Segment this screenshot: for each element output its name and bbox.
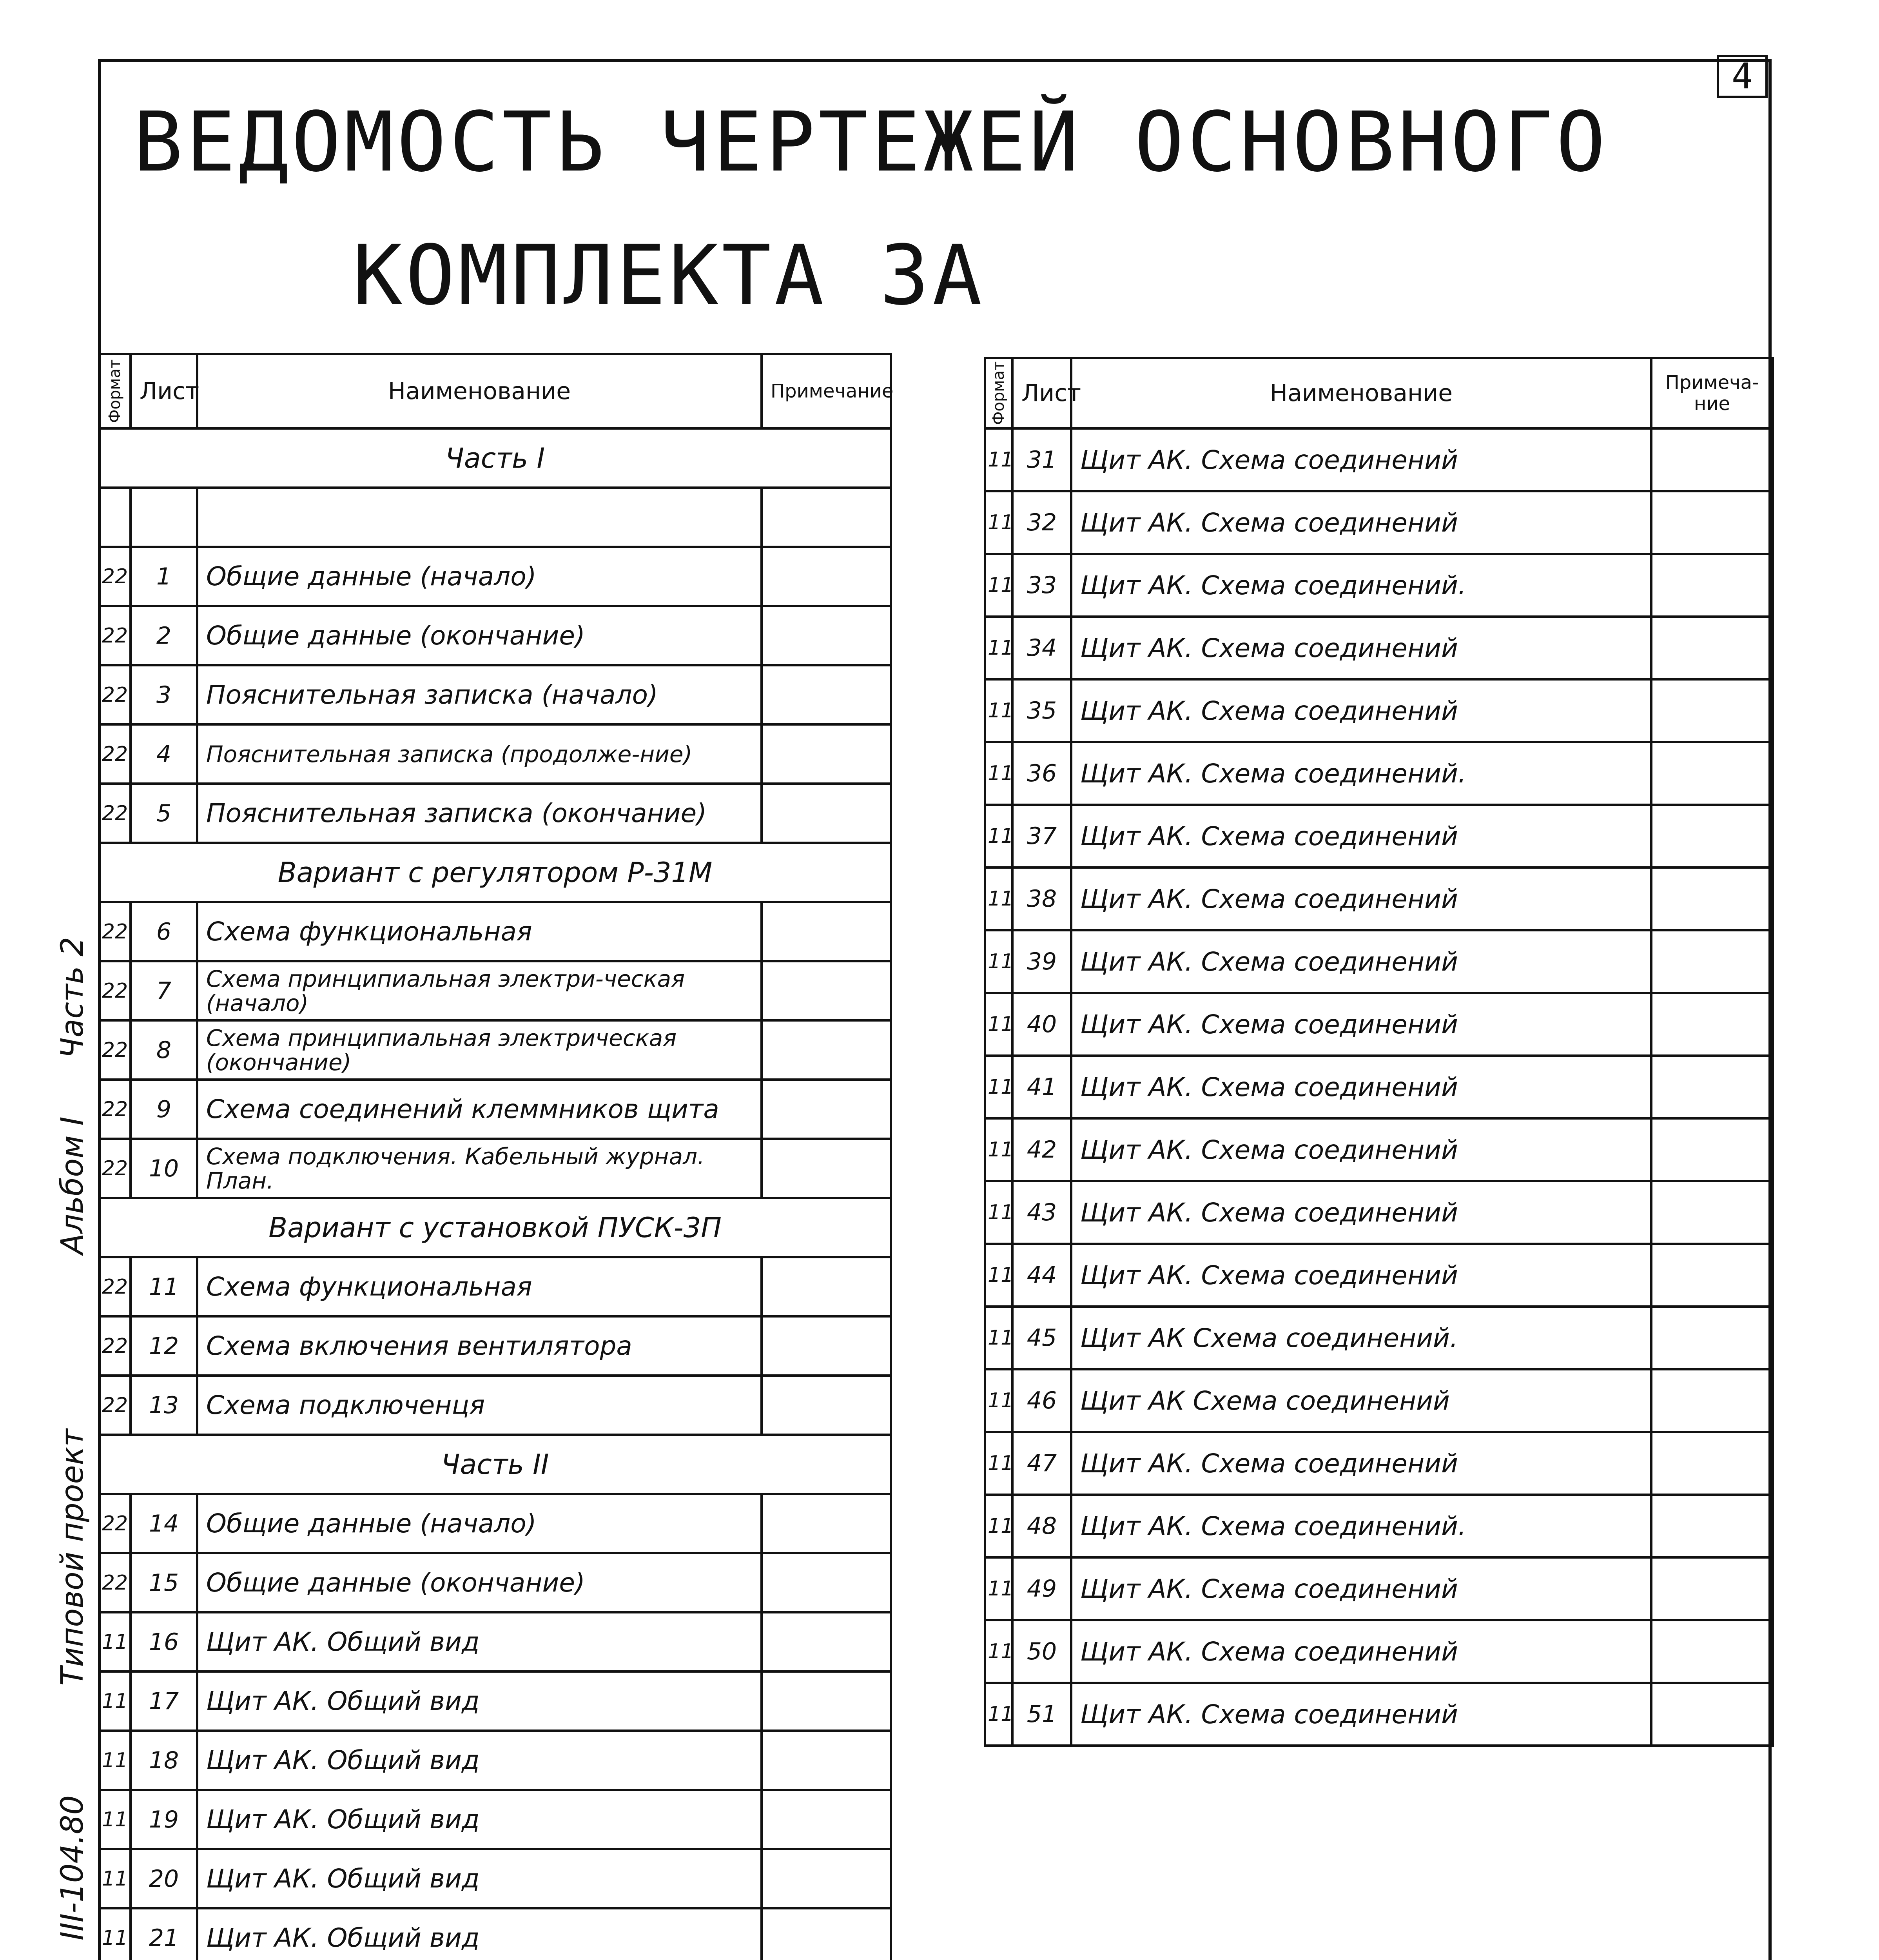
table-row [99,724,891,784]
format-cell: 11 [985,930,1012,993]
table-row [99,606,891,665]
sheet-cell: 50 [1012,1620,1071,1683]
name-header: Наименование [1071,358,1651,428]
note-cell [1651,930,1773,993]
name-cell: Щит АК Схема соединений [1071,1369,1651,1432]
format-cell: 11 [985,1557,1012,1620]
format-cell: 11 [985,554,1012,617]
format-cell: 11 [985,617,1012,679]
name-cell: Щит АК. Схема соединений [1071,1432,1651,1495]
name-cell: Щит АК. Общий вид [197,1849,762,1908]
table-row [985,805,1773,867]
name-cell: Пояснительная записка (начало) [197,665,762,724]
sheet-cell: 7 [131,961,197,1020]
sheet-header: Лист [1012,358,1071,428]
note-cell [1651,1620,1773,1683]
table-row [99,902,891,961]
note-cell [1651,1432,1773,1495]
table-row [985,1620,1773,1683]
note-cell [762,1671,891,1731]
note-cell [762,1376,891,1435]
sheet-cell: 4 [131,724,197,784]
table-row [99,1139,891,1198]
note-cell [762,1316,891,1376]
name-cell: Щит АК. Общий вид [197,1908,762,1960]
sheet-cell: 14 [131,1494,197,1553]
format-cell: 22 [99,1257,131,1316]
name-cell: Общие данные (окончание) [197,1553,762,1612]
format-header: Формат [99,354,131,428]
note-cell [1651,1369,1773,1432]
sheet-cell: 43 [1012,1181,1071,1244]
note-cell [762,724,891,784]
table-row [99,547,891,606]
sheet-cell: 18 [131,1731,197,1790]
sheet-cell: 5 [131,784,197,843]
table-row [99,1257,891,1316]
table-row [985,1495,1773,1557]
format-cell: 11 [985,1307,1012,1369]
table-row [99,665,891,724]
title-line-2: КОМПЛЕКТА ЗА [353,227,985,323]
sheet-cell: 8 [131,1020,197,1080]
table-row [985,1244,1773,1307]
table-row [99,961,891,1020]
note-cell [762,1494,891,1553]
section-row [99,1198,891,1257]
sheet-cell: 38 [1012,867,1071,930]
sheet-cell: 47 [1012,1432,1071,1495]
format-cell: 11 [985,1495,1012,1557]
table-row [985,491,1773,554]
sheet-cell: 10 [131,1139,197,1198]
table-row [985,930,1773,993]
side-label-project: Типовой проект [55,1428,90,1686]
table-row [99,1849,891,1908]
format-cell: 11 [985,679,1012,742]
sheet-cell: 44 [1012,1244,1071,1307]
format-cell: 22 [99,547,131,606]
format-cell: 11 [99,1671,131,1731]
name-cell: Щит АК. Схема соединений. [1071,742,1651,805]
title-line-1: ВЕДОМОСТЬ ЧЕРТЕЖЕЙ ОСНОВНОГО [133,94,1609,190]
note-cell [1651,1557,1773,1620]
name-cell: Щит АК. Схема соединений. [1071,554,1651,617]
note-cell [762,961,891,1020]
sheet-cell: 21 [131,1908,197,1960]
note-cell [762,1612,891,1671]
side-label-album: Альбом I [55,1116,90,1254]
table-row [985,1369,1773,1432]
format-cell: 11 [985,1181,1012,1244]
format-cell: 11 [985,867,1012,930]
sheet-cell: 45 [1012,1307,1071,1369]
sheet-cell: 49 [1012,1557,1071,1620]
note-cell [762,1020,891,1080]
name-cell: Щит АК. Общий вид [197,1612,762,1671]
table-row [985,1683,1773,1746]
sheet-cell: 13 [131,1376,197,1435]
note-cell [762,1908,891,1960]
sheet-cell: 51 [1012,1683,1071,1746]
section-title: Часть I [99,428,891,488]
sheet-cell: 41 [1012,1056,1071,1118]
table-header-right [985,358,1773,428]
format-cell: 22 [99,1020,131,1080]
drawing-list-left [98,353,892,1960]
note-cell [762,1257,891,1316]
name-cell: Щит АК. Схема соединений [1071,428,1651,491]
name-cell: Пояснительная записка (продолже-ние) [197,724,762,784]
name-cell: Щит АК. Общий вид [197,1731,762,1790]
format-cell: 11 [985,805,1012,867]
note-cell [1651,742,1773,805]
name-cell: Схема функциональная [197,902,762,961]
table-row [985,993,1773,1056]
format-cell: 11 [985,1432,1012,1495]
section-title: Часть II [99,1435,891,1494]
name-cell: Схема подключения. Кабельный журнал. План. [197,1139,762,1198]
sheet-number: 4 [1717,55,1768,98]
name-cell: Щит АК. Схема соединений. [1071,1495,1651,1557]
note-cell [1651,1683,1773,1746]
sheet-cell: 36 [1012,742,1071,805]
format-cell: 11 [985,1620,1012,1683]
name-cell: Щит АК. Схема соединений [1071,1244,1651,1307]
sheet-cell: 9 [131,1080,197,1139]
name-cell: Схема подключенця [197,1376,762,1435]
format-cell: 11 [985,1244,1012,1307]
note-cell [1651,491,1773,554]
side-label-part: Часть 2 [55,937,90,1058]
format-cell: 11 [99,1849,131,1908]
table-row [99,1080,891,1139]
format-cell: 22 [99,724,131,784]
sheet-cell: 42 [1012,1118,1071,1181]
table-row [985,617,1773,679]
format-cell: 22 [99,784,131,843]
name-cell: Щит АК. Схема соединений [1071,1620,1651,1683]
format-cell: 22 [99,902,131,961]
table-row [99,1376,891,1435]
note-cell [1651,867,1773,930]
table-row [99,1790,891,1849]
sheet-cell: 46 [1012,1369,1071,1432]
section-title: Вариант с установкой ПУСК-3П [99,1198,891,1257]
table-row [985,1557,1773,1620]
sheet-cell: 12 [131,1316,197,1376]
format-cell: 22 [99,1139,131,1198]
side-label-code: III-104.80 [55,1795,90,1940]
table-header-left [99,354,891,428]
sheet-cell: 6 [131,902,197,961]
format-cell: 11 [985,993,1012,1056]
sheet-cell: 33 [1012,554,1071,617]
table-row [99,1671,891,1731]
format-cell: 11 [99,1790,131,1849]
format-cell: 22 [99,1494,131,1553]
format-cell: 22 [99,961,131,1020]
name-cell: Щит АК. Схема соединений [1071,867,1651,930]
note-cell [1651,1118,1773,1181]
table-row [99,1494,891,1553]
name-cell: Щит АК. Схема соединений [1071,1056,1651,1118]
note-cell [1651,993,1773,1056]
format-cell: 22 [99,665,131,724]
note-cell [762,1139,891,1198]
name-header: Наименование [197,354,762,428]
note-cell [1651,805,1773,867]
table-row [985,1056,1773,1118]
note-cell [762,902,891,961]
sheet-cell: 40 [1012,993,1071,1056]
name-cell: Щит АК. Схема соединений [1071,1557,1651,1620]
table-row [99,1020,891,1080]
format-cell: 11 [985,1369,1012,1432]
format-cell: 11 [985,1683,1012,1746]
note-cell [1651,617,1773,679]
format-cell: 11 [99,1731,131,1790]
sheet-cell: 11 [131,1257,197,1316]
note-cell [1651,1307,1773,1369]
note-cell [762,784,891,843]
name-cell: Схема соединений клеммников щита [197,1080,762,1139]
name-cell: Щит АК. Схема соединений [1071,491,1651,554]
sheet-cell: 17 [131,1671,197,1731]
note-cell [762,665,891,724]
sheet-cell: 2 [131,606,197,665]
note-cell [762,1849,891,1908]
table-row [985,1181,1773,1244]
empty-row [99,488,891,547]
format-cell: 22 [99,1080,131,1139]
name-cell: Общие данные (начало) [197,547,762,606]
name-cell: Общие данные (окончание) [197,606,762,665]
name-cell: Щит АК. Общий вид [197,1671,762,1731]
section-row [99,1435,891,1494]
name-cell: Схема принципиальная электри-ческая (начало) [197,961,762,1020]
format-cell: 22 [99,1553,131,1612]
table-row [99,1612,891,1671]
table-row [99,1553,891,1612]
sheet-cell: 35 [1012,679,1071,742]
note-header: Примечание [762,354,891,428]
sheet-cell: 31 [1012,428,1071,491]
note-cell [1651,428,1773,491]
sheet-cell: 3 [131,665,197,724]
section-row [99,428,891,488]
table-row [985,742,1773,805]
table-row [99,1316,891,1376]
table-row [99,784,891,843]
name-cell: Щит АК Схема соединений. [1071,1307,1651,1369]
note-cell [1651,554,1773,617]
table-row [985,679,1773,742]
name-cell: Щит АК. Схема соединений [1071,679,1651,742]
name-cell: Щит АК. Общий вид [197,1790,762,1849]
table-row [99,1908,891,1960]
name-cell: Щит АК. Схема соединений [1071,1118,1651,1181]
note-cell [1651,1495,1773,1557]
format-cell: 11 [985,1118,1012,1181]
format-cell: 11 [985,491,1012,554]
format-header: Формат [985,358,1012,428]
sheet-cell: 32 [1012,491,1071,554]
format-cell: 11 [99,1612,131,1671]
sheet-cell: 19 [131,1790,197,1849]
sheet-cell: 39 [1012,930,1071,993]
name-cell: Щит АК. Схема соединений [1071,617,1651,679]
table-row [985,867,1773,930]
format-cell: 22 [99,1316,131,1376]
name-cell: Схема принципиальная электрическая (окончание) [197,1020,762,1080]
drawing-list-right [984,357,1774,1747]
sheet-cell: 20 [131,1849,197,1908]
sheet-cell: 15 [131,1553,197,1612]
note-cell [762,547,891,606]
name-cell: Пояснительная записка (окончание) [197,784,762,843]
note-cell [762,606,891,665]
name-cell: Схема включения вентилятора [197,1316,762,1376]
format-cell: 11 [985,428,1012,491]
format-cell: 11 [985,742,1012,805]
note-cell [762,1731,891,1790]
sheet-cell: 34 [1012,617,1071,679]
sheet-cell: 48 [1012,1495,1071,1557]
table-row [985,1432,1773,1495]
format-cell: 22 [99,1376,131,1435]
note-header: Примеча-ние [1651,358,1773,428]
name-cell: Щит АК. Схема соединений [1071,1683,1651,1746]
format-cell: 11 [985,1056,1012,1118]
name-cell: Щит АК. Схема соединений [1071,805,1651,867]
note-cell [1651,1244,1773,1307]
note-cell [1651,1181,1773,1244]
sheet-cell: 37 [1012,805,1071,867]
format-cell: 22 [99,606,131,665]
table-row [985,1118,1773,1181]
note-cell [762,1790,891,1849]
table-row [99,1731,891,1790]
table-row [985,428,1773,491]
note-cell [1651,1056,1773,1118]
sheet-header: Лист [131,354,197,428]
table-row [985,554,1773,617]
name-cell: Щит АК. Схема соединений [1071,1181,1651,1244]
name-cell: Схема функциональная [197,1257,762,1316]
note-cell [762,1553,891,1612]
name-cell: Общие данные (начало) [197,1494,762,1553]
table-row [985,1307,1773,1369]
note-cell [762,1080,891,1139]
section-row [99,843,891,902]
sheet-cell: 16 [131,1612,197,1671]
note-cell [1651,679,1773,742]
name-cell: Щит АК. Схема соединений [1071,930,1651,993]
sheet-cell: 1 [131,547,197,606]
section-title: Вариант с регулятором Р-31М [99,843,891,902]
format-cell: 11 [99,1908,131,1960]
name-cell: Щит АК. Схема соединений [1071,993,1651,1056]
